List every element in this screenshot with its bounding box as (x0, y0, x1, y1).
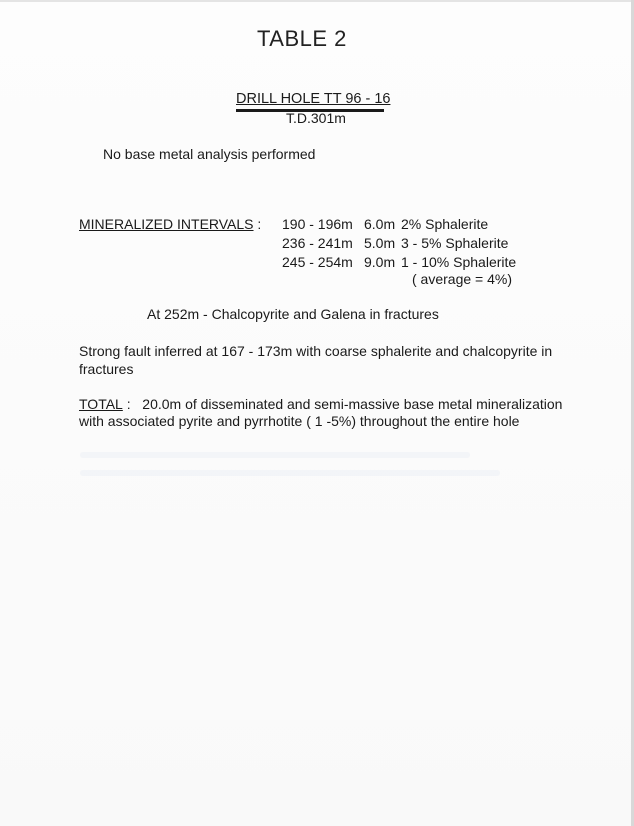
total-separator: : (126, 396, 131, 412)
interval-sphalerite: 2% Sphalerite (401, 216, 489, 232)
average-note: ( average = 4%) (412, 271, 512, 287)
mineralized-intervals-separator: : (257, 216, 262, 232)
total-text: 20.0m of disseminated and semi-massive base metal mineralization with associated pyrite and pyrrhotite ( 1 -5%) throughout the entire hole (79, 396, 563, 429)
scan-bleed-through (80, 470, 500, 476)
interval-sphalerite: 3 - 5% Sphalerite (401, 235, 509, 251)
interval-range: 245 - 254m (282, 254, 353, 270)
interval-length: 9.0m (364, 254, 396, 270)
table-title: TABLE 2 (257, 26, 347, 51)
fault-note: Strong fault inferred at 167 - 173m with coarse sphalerite and chalcopyrite in fractures (79, 343, 553, 377)
interval-range: 190 - 196m (282, 216, 353, 232)
interval-length: 5.0m (364, 235, 396, 251)
at-252m-note: At 252m - Chalcopyrite and Galena in fractures (147, 306, 439, 322)
drill-hole-heading: DRILL HOLE TT 96 - 16 (236, 91, 391, 107)
analysis-note: No base metal analysis performed (103, 146, 316, 162)
interval-sphalerite: 1 - 10% Sphalerite (401, 254, 517, 270)
interval-range: 236 - 241m (282, 235, 353, 251)
mineralized-intervals-title: MINERALIZED INTERVALS (79, 216, 254, 232)
scan-bleed-through (80, 452, 470, 458)
total-paragraph (79, 396, 569, 430)
interval-length: 6.0m (364, 216, 396, 232)
page-top-edge (0, 0, 634, 2)
mineralized-intervals-label (79, 216, 261, 232)
total-label: TOTAL (79, 396, 123, 412)
total-depth: T.D.301m (286, 110, 346, 126)
